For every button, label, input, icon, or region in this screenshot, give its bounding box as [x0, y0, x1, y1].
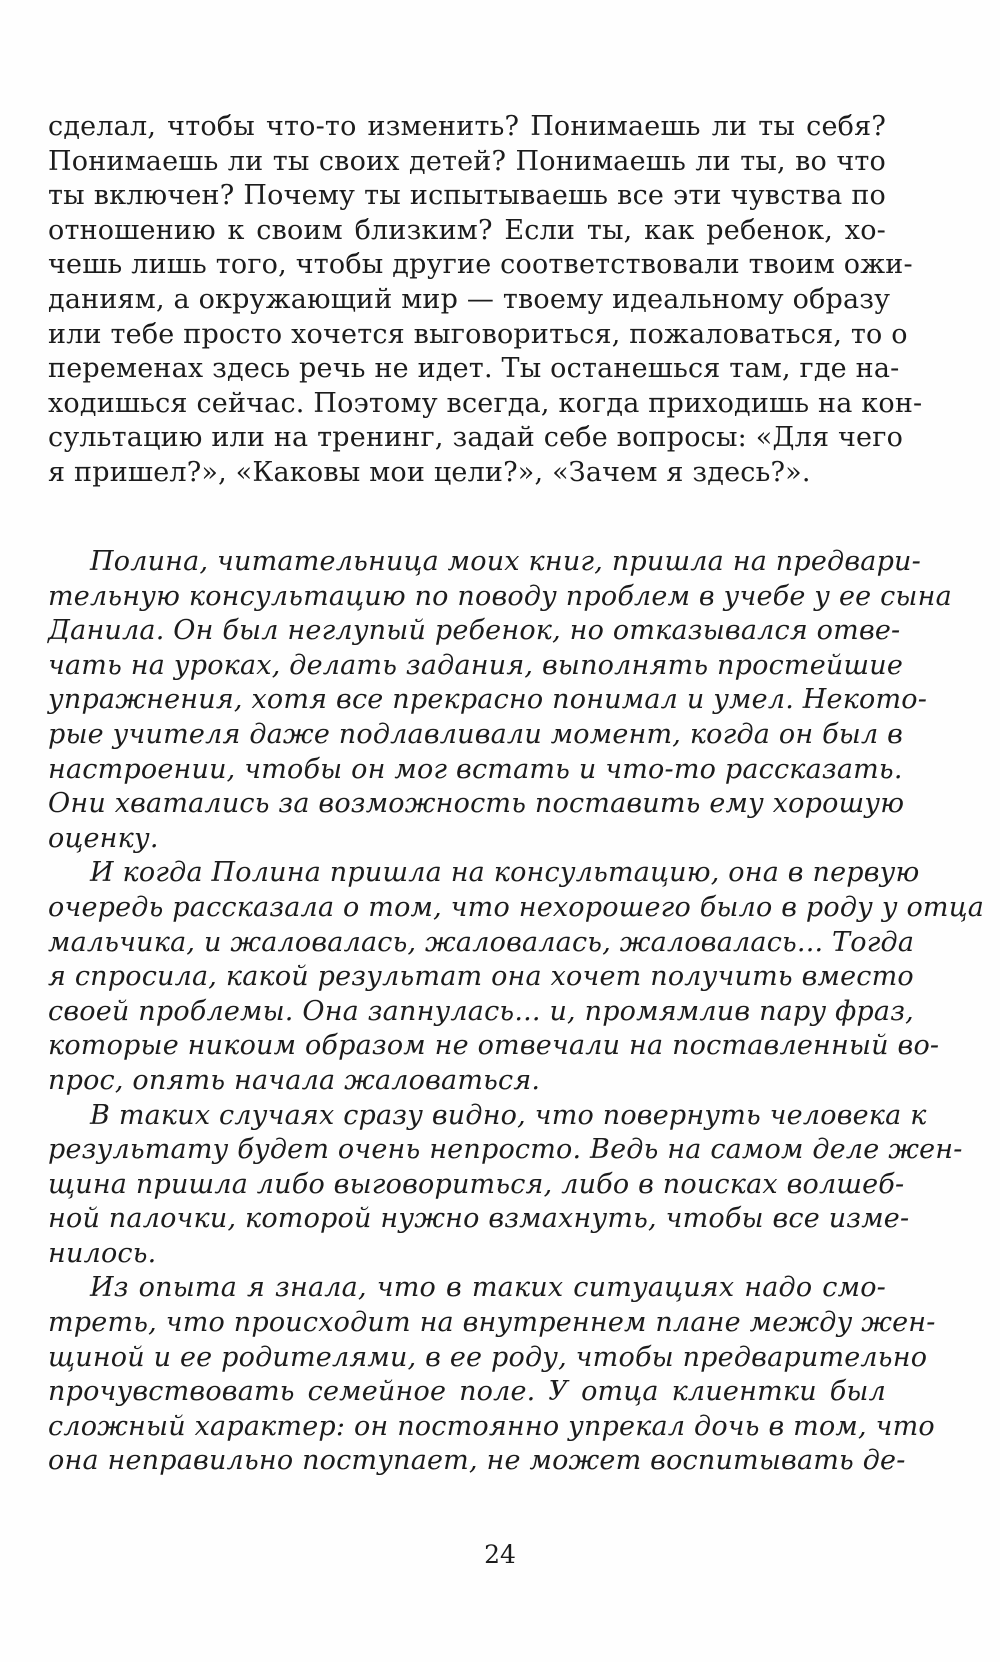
- text-line: чать на уроках, делать задания, выполнять простейшие: [48, 649, 904, 681]
- text-line: оценку.: [48, 822, 159, 854]
- body-text-roman: [48, 110, 923, 491]
- text-line: сультацию или на тренинг, задай себе вопросы: «Для чего: [48, 422, 904, 454]
- text-line: рые учителя даже подлавливали момент, когда он был в: [48, 718, 904, 750]
- text-line: В таких случаях сразу видно, что повернуть человека к: [90, 1099, 927, 1131]
- text-line: упражнения, хотя все прекрасно понимал и умел. Некото-: [48, 684, 928, 716]
- text-line: я спросила, какой результат она хочет получить вместо: [48, 961, 914, 993]
- text-line: настроении, чтобы он мог встать и что-то рассказать.: [48, 753, 903, 785]
- text-line: щина пришла либо выговориться, либо в поисках волшеб-: [48, 1168, 905, 1200]
- text-line: Они хватались за возможность поставить ему хорошую: [48, 788, 905, 820]
- text-line: прочувствовать семейное поле. У отца клиентки был: [48, 1376, 886, 1408]
- text-line: мальчика, и жаловалась, жаловалась, жаловалась... Тогда: [48, 926, 915, 958]
- text-line: нилось.: [48, 1237, 157, 1269]
- text-line: Полина, читательница моих книг, пришла на предвари-: [90, 546, 921, 577]
- text-line: Данила. Он был неглупый ребенок, но отказывался отве-: [48, 615, 901, 647]
- text-line: отношению к своим близким? Если ты, как ребенок, хо-: [48, 214, 886, 246]
- text-line: прос, опять начала жаловаться.: [48, 1064, 541, 1096]
- text-line: тельную консультацию по поводу проблем в учебе у ее сына: [48, 580, 952, 612]
- text-line: щиной и ее родителями, в ее роду, чтобы предварительно: [48, 1341, 928, 1373]
- text-line: своей проблемы. Она запнулась... и, промямлив пару фраз,: [48, 995, 914, 1027]
- text-line: ной палочки, которой нужно взмахнуть, чтобы все изме-: [48, 1203, 910, 1235]
- text-line: она неправильно поступает, не может воспитывать де-: [48, 1445, 906, 1477]
- text-line: или тебе просто хочется выговориться, пожаловаться, то о: [48, 318, 908, 350]
- text-line: Из опыта я знала, что в таких ситуациях надо смо-: [90, 1272, 886, 1304]
- text-line: даниям, а окружающий мир — твоему идеальному образу: [48, 283, 891, 315]
- text-line: ходишься сейчас. Поэтому всегда, когда приходишь на кон-: [48, 387, 923, 419]
- text-line: И когда Полина пришла на консультацию, она в первую: [90, 857, 920, 889]
- text-line: чешь лишь того, чтобы другие соответствовали твоим ожи-: [48, 249, 913, 281]
- text-line: треть, что происходит на внутреннем плане между жен-: [48, 1307, 936, 1339]
- text-line: очередь рассказала о том, что нехорошего было в роду у отца: [48, 891, 985, 923]
- text-line: переменах здесь речь не идет. Ты останешься там, где на-: [48, 353, 900, 385]
- body-text-italic: [48, 545, 985, 1479]
- text-line: ты включен? Почему ты испытываешь все эти чувства по: [48, 180, 886, 212]
- text-line: я пришел?», «Каковы мои цели?», «Зачем я здесь?».: [48, 456, 811, 488]
- text-line: которые никоим образом не отвечали на поставленный во-: [48, 1030, 940, 1062]
- text-line: сделал, чтобы что-то изменить? Понимаешь ли ты себя?: [48, 111, 886, 142]
- text-line: сложный характер: он постоянно упрекал дочь в том, что: [48, 1410, 935, 1442]
- text-line: Понимаешь ли ты своих детей? Понимаешь ли ты, во что: [48, 145, 886, 177]
- page-number: 24: [484, 1540, 516, 1569]
- text-line: результату будет очень непросто. Ведь на самом деле жен-: [48, 1134, 963, 1166]
